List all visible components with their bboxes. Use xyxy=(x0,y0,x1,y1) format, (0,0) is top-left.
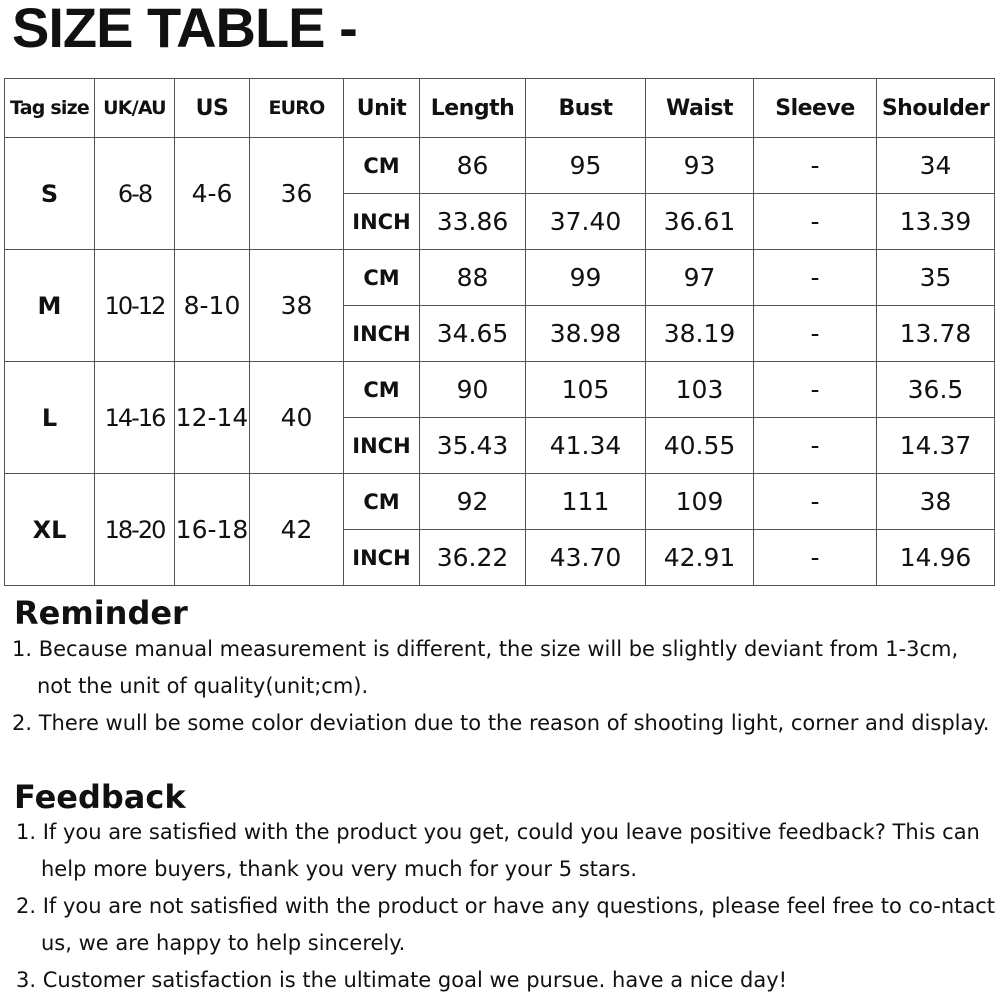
sleeve-cell: - xyxy=(754,474,877,530)
sleeve-cell: - xyxy=(754,194,877,250)
us-cell: 8-10 xyxy=(175,250,250,362)
shoulder-cell: 13.39 xyxy=(877,194,995,250)
list-text: Customer satisfaction is the ultimate goal we pursue. have a nice day! xyxy=(42,968,788,992)
reminder-list xyxy=(12,631,997,742)
list-text: If you are not satisfied with the product or have any questions, please feel free to co-ntact us, we are happy to help sincerely. xyxy=(41,894,996,955)
list-text: If you are satisfied with the product you get, could you leave positive feedback? This can help more buyers, thank you very much for your 5 stars. xyxy=(41,820,980,881)
us-cell: 12-14 xyxy=(175,362,250,474)
euro-cell: 38 xyxy=(250,250,344,362)
unit-cell: CM xyxy=(344,138,420,194)
bust-cell: 99 xyxy=(526,250,646,306)
header-euro: EURO xyxy=(250,79,344,138)
header-length: Length xyxy=(420,79,526,138)
bust-cell: 41.34 xyxy=(526,418,646,474)
list-number: 1. xyxy=(12,637,33,661)
tag-size-cell: M xyxy=(5,250,95,362)
length-cell: 86 xyxy=(420,138,526,194)
unit-cell: CM xyxy=(344,474,420,530)
length-cell: 33.86 xyxy=(420,194,526,250)
waist-cell: 93 xyxy=(646,138,754,194)
shoulder-cell: 34 xyxy=(877,138,995,194)
list-text: There wull be some color deviation due to the reason of shooting light, corner and display. xyxy=(38,711,990,735)
shoulder-cell: 14.37 xyxy=(877,418,995,474)
waist-cell: 42.91 xyxy=(646,530,754,586)
uk-au-cell: 18-20 xyxy=(95,474,175,586)
list-item xyxy=(12,705,997,742)
header-waist: Waist xyxy=(646,79,754,138)
list-item xyxy=(16,962,1000,999)
list-number: 1. xyxy=(16,820,37,844)
shoulder-cell: 14.96 xyxy=(877,530,995,586)
list-item xyxy=(16,888,1000,962)
length-cell: 34.65 xyxy=(420,306,526,362)
shoulder-cell: 36.5 xyxy=(877,362,995,418)
euro-cell: 36 xyxy=(250,138,344,250)
sleeve-cell: - xyxy=(754,138,877,194)
us-cell: 4-6 xyxy=(175,138,250,250)
waist-cell: 40.55 xyxy=(646,418,754,474)
waist-cell: 36.61 xyxy=(646,194,754,250)
tag-size-cell: L xyxy=(5,362,95,474)
bust-cell: 105 xyxy=(526,362,646,418)
length-cell: 36.22 xyxy=(420,530,526,586)
list-text: Because manual measurement is different, the size will be slightly deviant from 1-3cm, not the unit of quality(unit;cm). xyxy=(37,637,959,698)
unit-cell: CM xyxy=(344,362,420,418)
waist-cell: 97 xyxy=(646,250,754,306)
header-tag-size: Tag size xyxy=(5,79,95,138)
table-row xyxy=(5,250,995,306)
table-row xyxy=(5,138,995,194)
uk-au-cell: 6-8 xyxy=(95,138,175,250)
table-row xyxy=(5,362,995,418)
tag-size-cell: XL xyxy=(5,474,95,586)
uk-au-cell: 14-16 xyxy=(95,362,175,474)
length-cell: 88 xyxy=(420,250,526,306)
sleeve-cell: - xyxy=(754,306,877,362)
header-shoulder: Shoulder xyxy=(877,79,995,138)
length-cell: 35.43 xyxy=(420,418,526,474)
list-number: 3. xyxy=(16,968,37,992)
shoulder-cell: 13.78 xyxy=(877,306,995,362)
uk-au-cell: 10-12 xyxy=(95,250,175,362)
us-cell: 16-18 xyxy=(175,474,250,586)
list-item xyxy=(16,814,1000,888)
unit-cell: INCH xyxy=(344,530,420,586)
size-table xyxy=(4,78,995,586)
header-uk-au: UK/AU xyxy=(95,79,175,138)
tag-size-cell: S xyxy=(5,138,95,250)
sleeve-cell: - xyxy=(754,530,877,586)
list-number: 2. xyxy=(12,711,33,735)
header-bust: Bust xyxy=(526,79,646,138)
waist-cell: 103 xyxy=(646,362,754,418)
sleeve-cell: - xyxy=(754,362,877,418)
waist-cell: 109 xyxy=(646,474,754,530)
length-cell: 90 xyxy=(420,362,526,418)
unit-cell: INCH xyxy=(344,306,420,362)
sleeve-cell: - xyxy=(754,418,877,474)
header-unit: Unit xyxy=(344,79,420,138)
page-title: SIZE TABLE - xyxy=(12,0,357,59)
bust-cell: 111 xyxy=(526,474,646,530)
list-item xyxy=(12,631,997,705)
unit-cell: INCH xyxy=(344,194,420,250)
bust-cell: 95 xyxy=(526,138,646,194)
bust-cell: 43.70 xyxy=(526,530,646,586)
reminder-heading: Reminder xyxy=(14,594,188,632)
list-number: 2. xyxy=(16,894,37,918)
table-header-row xyxy=(5,79,995,138)
feedback-list xyxy=(16,814,1000,999)
waist-cell: 38.19 xyxy=(646,306,754,362)
header-us: US xyxy=(175,79,250,138)
header-sleeve: Sleeve xyxy=(754,79,877,138)
bust-cell: 37.40 xyxy=(526,194,646,250)
length-cell: 92 xyxy=(420,474,526,530)
unit-cell: INCH xyxy=(344,418,420,474)
unit-cell: CM xyxy=(344,250,420,306)
euro-cell: 40 xyxy=(250,362,344,474)
euro-cell: 42 xyxy=(250,474,344,586)
shoulder-cell: 35 xyxy=(877,250,995,306)
feedback-heading: Feedback xyxy=(14,778,186,816)
sleeve-cell: - xyxy=(754,250,877,306)
table-row xyxy=(5,474,995,530)
bust-cell: 38.98 xyxy=(526,306,646,362)
shoulder-cell: 38 xyxy=(877,474,995,530)
